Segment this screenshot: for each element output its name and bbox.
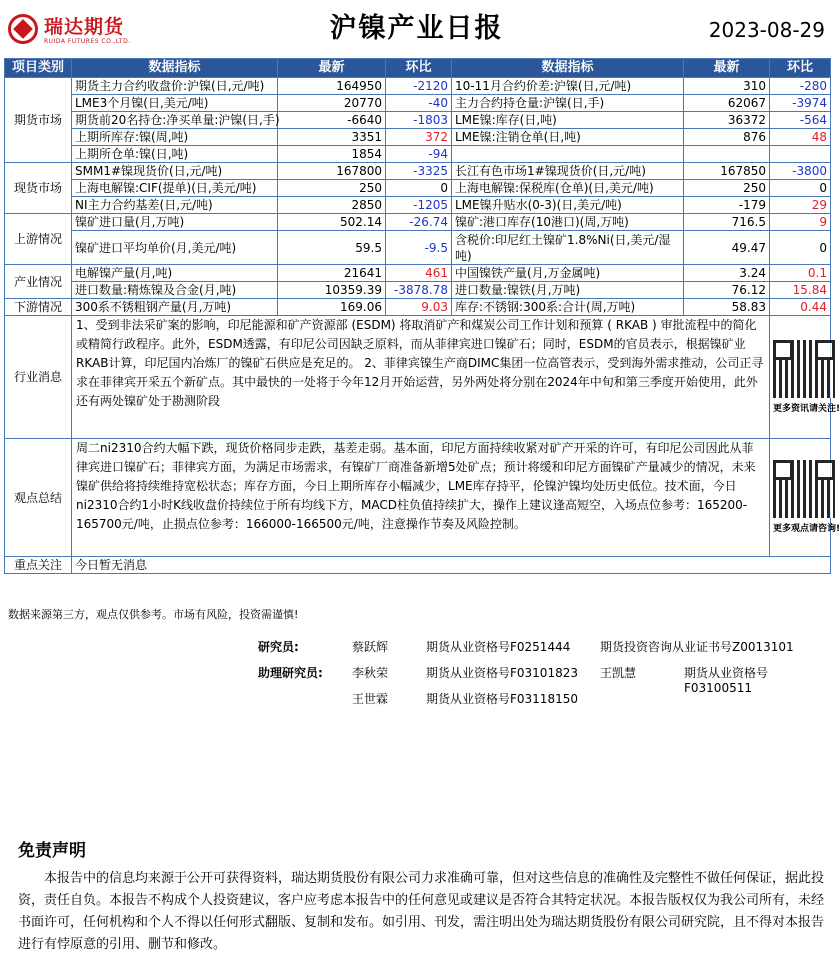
qr-caption: 更多观点请咨询! [773,524,840,534]
table-row [5,180,831,197]
news-row [5,316,831,439]
indicator-change: -94 [386,146,452,163]
view-row [5,439,831,557]
assistant-license: 期货从业资格号F03101823 [426,666,578,680]
indicator-table [4,58,840,574]
indicator-change [770,146,831,163]
researcher-consult-license: 期货投资咨询从业证书号Z0013101 [600,640,794,654]
header-change-2: 环比 [770,59,831,78]
indicator-name: 镍矿进口量(月,万吨) [72,214,278,231]
indicator-change: 9.03 [386,299,452,316]
indicator-name: 期货主力合约收盘价:沪镍(日,元/吨) [72,78,278,95]
category-cell: 观点总结 [5,439,72,557]
header-latest-2: 最新 [684,59,770,78]
indicator-change: -40 [386,95,452,112]
indicator-change: 0.44 [770,299,831,316]
indicator-change: 0 [770,231,831,265]
indicator-latest: 1854 [278,146,386,163]
indicator-name: SMM1#镍现货价(日,元/吨) [72,163,278,180]
indicator-change: 0 [386,180,452,197]
report-header [0,0,833,58]
view-qr-code [770,439,840,557]
indicator-change: 48 [770,129,831,146]
report-title: 沪镍产业日报 [329,13,504,44]
table-row [5,265,831,282]
indicator-change: -2120 [386,78,452,95]
indicator-name: 含税价:印尼红土镍矿1.8%Ni(日,美元/湿吨) [452,231,684,265]
industry-news-text: 1、受到非法采矿案的影响，印尼能源和矿产资源部 (ESDM) 将取消矿产和煤炭公司工作计划和预算 ( RKAB ) 审批流程中的简化或精简行政程序。此外，ESDM透露，有印尼公司因缺乏原料，而从菲律宾进口镍矿石；同时，ESDM的官员表示，根据镍矿业RKAB计算，印尼国内冶炼厂的镍矿石供应是充足的。 2、菲律宾镍生产商DIMC集团一位高管表示，受到海外需求推动，公司正寻求在菲律宾开采五个新矿点。其中最快的一处将于今年12月开始运营，另外两处将分别在2024年中旬和第三季度开始使用，此外还有两处镍矿处于勘测阶段 [72,316,770,439]
header-indicator-2: 数据指标 [452,59,684,78]
indicator-latest: 310 [684,78,770,95]
table-row [5,214,831,231]
indicator-name: 中国镍铁产量(月,万金属吨) [452,265,684,282]
disclaimer-body: 本报告中的信息均来源于公开可获得资料，瑞达期货股份有限公司力求准确可靠，但对这些信息的准确性及完整性不做任何保证，据此投资，责任自负。本报告不构成个人投资建议，客户应考虑本报告中的任何意见或建议是否符合其特定状况。本报告版权仅为我公司所有，未经书面许可，任何机构和个人不得以任何形式翻版、复制和发布。如引用、刊发，需注明出处为瑞达期货股份有限公司研究院，且不得对本报告进行有悖原意的引用、删节和修改。 [18,871,825,952]
header-category: 项目类别 [5,59,72,78]
header-indicator: 数据指标 [72,59,278,78]
indicator-change: 461 [386,265,452,282]
indicator-name: 镍矿:港口库存(10港口)(周,万吨) [452,214,684,231]
indicator-change: -3800 [770,163,831,180]
table-row [5,231,831,265]
indicator-name: 进口数量:镍铁(月,万吨) [452,282,684,299]
indicator-latest: 21641 [278,265,386,282]
logo-name: 瑞达期货 [44,16,125,38]
table-row [5,282,831,299]
indicator-change: -564 [770,112,831,129]
assistant-license: 期货从业资格号F03118150 [426,692,578,706]
indicator-change: -3878.78 [386,282,452,299]
table-row [5,129,831,146]
assistant-name: 王世霖 [352,692,389,706]
indicator-latest: 167850 [684,163,770,180]
indicator-latest: 10359.39 [278,282,386,299]
assistant-label: 助理研究员: [258,666,323,680]
source-note: 数据来源第三方，观点仅供参考。市场有风险，投资需谨慎! [8,608,299,621]
researcher-label: 研究员: [258,640,299,654]
view-summary-text: 周二ni2310合约大幅下跌，现货价格同步走跌，基差走弱。基本面，印尼方面持续收紧对矿产开采的许可，有印尼公司因此从菲律宾进口镍矿石；菲律宾方面，为满足市场需求，有镍矿厂商准备新增5处矿点；预计将缓和印尼方面镍矿产量减少的情况，未来镍矿供给将持续维持宽松状态；库存方面，今日上期所库存小幅减少，LME库存持平，伦镍沪镍均处历史低位。技术面，今日ni2310合约1小时K线收盘价持续位于所有均线下方，MACD柱负值持续扩大，操作上建议逢高短空，入场点位参考：165200-165700元/吨，止损点位参考：166000-166500元/吨，注意操作节奏及风险控制。 [72,439,770,557]
category-cell: 产业情况 [5,265,72,299]
indicator-latest: 3351 [278,129,386,146]
indicator-name: 期货前20名持仓:净买单量:沪镍(日,手) [72,112,278,129]
indicator-latest: 76.12 [684,282,770,299]
indicator-latest: 250 [684,180,770,197]
indicator-latest: 20770 [278,95,386,112]
indicator-latest: 62067 [684,95,770,112]
indicator-change: 0 [770,180,831,197]
disclaimer-title: 免责声明 [18,841,86,861]
indicator-name: 长江有色市场1#镍现货价(日,元/吨) [452,163,684,180]
indicator-latest: 167800 [278,163,386,180]
indicator-name: 300系不锈粗钢产量(月,万吨) [72,299,278,316]
table-row [5,197,831,214]
researcher-license: 期货从业资格号F0251444 [426,640,571,654]
indicator-name: 镍矿进口平均单价(月,美元/吨) [72,231,278,265]
indicator-change: 0.1 [770,265,831,282]
indicator-latest: 876 [684,129,770,146]
category-cell: 重点关注 [5,557,72,574]
indicator-name: 上海电解镍:保税库(仓单)(日,美元/吨) [452,180,684,197]
indicator-latest: 49.47 [684,231,770,265]
category-cell: 上游情况 [5,214,72,265]
indicator-latest: 250 [278,180,386,197]
indicator-name: NI主力合约基差(日,元/吨) [72,197,278,214]
category-cell: 下游情况 [5,299,72,316]
indicator-latest: 36372 [684,112,770,129]
indicator-change: -9.5 [386,231,452,265]
assistant-name: 李秋荣 [352,666,389,680]
qr-caption: 更多资讯请关注! [773,403,840,414]
indicator-name: 上期所库存:镍(周,吨) [72,129,278,146]
report-date: 2023-08-29 [708,18,825,42]
news-qr-code [770,316,840,439]
indicator-change: 15.84 [770,282,831,299]
indicator-name: LME镍:注销仓单(日,吨) [452,129,684,146]
logo-english-name: RUIDA FUTURES CO.,LTD. [44,38,131,45]
indicator-change: -1803 [386,112,452,129]
indicator-name [452,146,684,163]
category-cell: 现货市场 [5,163,72,214]
indicator-name: 电解镍产量(月,吨) [72,265,278,282]
indicator-change: 372 [386,129,452,146]
header-change: 环比 [386,59,452,78]
indicator-change: 29 [770,197,831,214]
focus-row [5,557,831,574]
indicator-change: -3325 [386,163,452,180]
qr-code-icon [773,340,835,398]
table-row [5,78,831,95]
indicator-change: -26.74 [386,214,452,231]
indicator-name: 进口数量:精炼镍及合金(月,吨) [72,282,278,299]
indicator-latest: -6640 [278,112,386,129]
indicator-name: LME镍:库存(日,吨) [452,112,684,129]
table-row [5,95,831,112]
table-row [5,146,831,163]
indicator-change: -280 [770,78,831,95]
indicator-latest: 716.5 [684,214,770,231]
indicator-latest: 58.83 [684,299,770,316]
researcher-name: 蔡跃辉 [352,640,389,654]
indicator-latest: 502.14 [278,214,386,231]
indicator-latest: 2850 [278,197,386,214]
indicator-latest: 59.5 [278,231,386,265]
indicator-change: -3974 [770,95,831,112]
qr-code-icon [773,460,835,518]
indicator-change: 9 [770,214,831,231]
category-cell: 期货市场 [5,78,72,163]
table-row [5,163,831,180]
indicator-latest: -179 [684,197,770,214]
indicator-name: 上海电解镍:CIF(提单)(日,美元/吨) [72,180,278,197]
header-latest: 最新 [278,59,386,78]
indicator-change: -1205 [386,197,452,214]
indicator-name: LME3个月镍(日,美元/吨) [72,95,278,112]
indicator-name: 主力合约持仓量:沪镍(日,手) [452,95,684,112]
assistant-name: 王凯慧 [600,666,637,680]
indicator-latest: 169.06 [278,299,386,316]
indicator-latest [684,146,770,163]
focus-text: 今日暂无消息 [72,557,831,574]
indicator-name: 上期所仓单:镍(日,吨) [72,146,278,163]
table-header-row [5,59,831,78]
assistant-license: 期货从业资格号F03100511 [684,666,769,695]
indicator-name: 10-11月合约价差:沪镍(日,元/吨) [452,78,684,95]
indicator-latest: 3.24 [684,265,770,282]
indicator-latest: 164950 [278,78,386,95]
category-cell: 行业消息 [5,316,72,439]
table-row [5,299,831,316]
indicator-name: 库存:不锈钢:300系:合计(周,万吨) [452,299,684,316]
table-row [5,112,831,129]
indicator-name: LME镍升贴水(0-3)(日,美元/吨) [452,197,684,214]
